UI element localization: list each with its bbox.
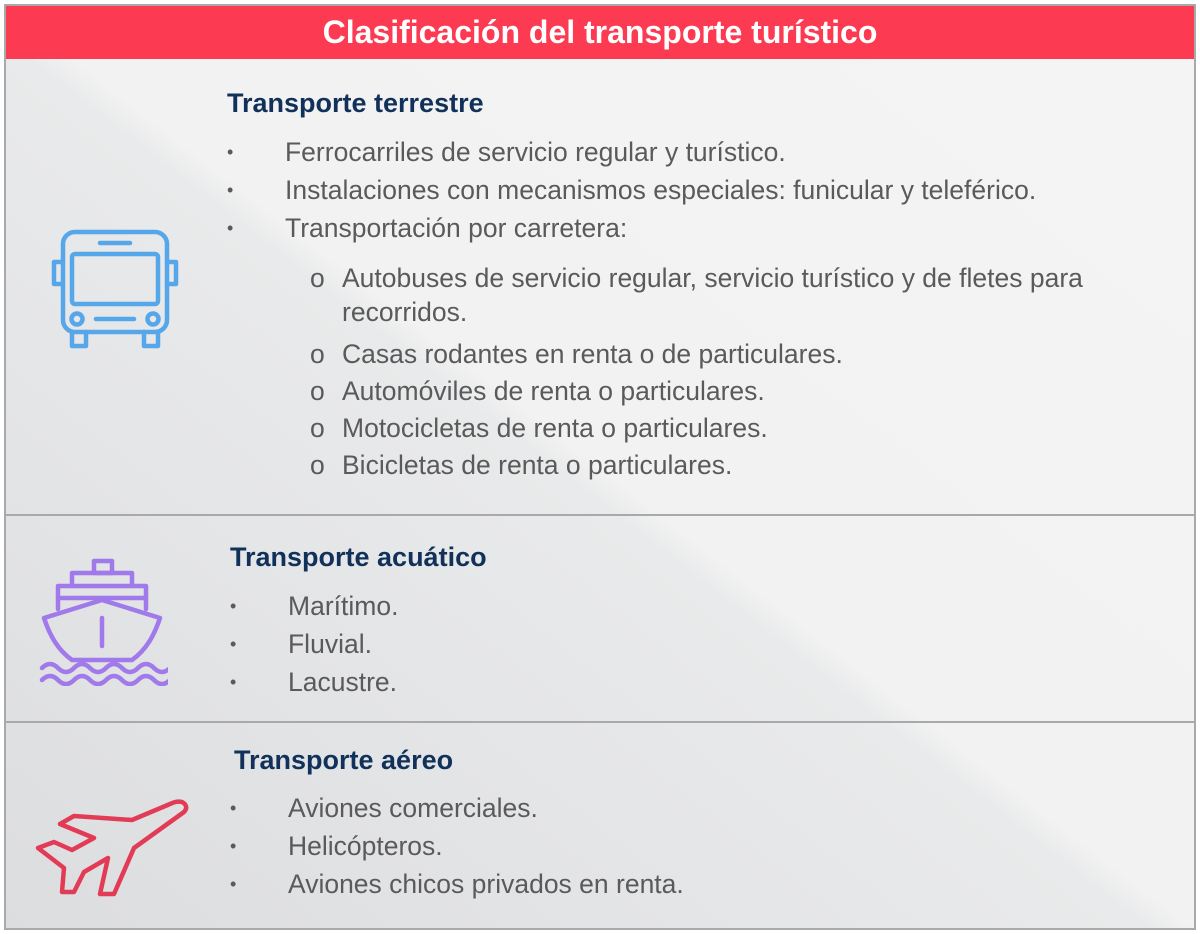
- section-title-water: Transporte acuático: [230, 542, 487, 572]
- bus-icon: [48, 228, 182, 352]
- sublist-item: o Casas rodantes en renta o de particulares.: [310, 337, 1142, 371]
- list-item: • Lacustre.: [230, 663, 398, 701]
- list-item: • Ferrocarriles de servicio regular y turístico.: [227, 133, 1036, 171]
- sublist-item: o Motocicletas de renta o particulares.: [310, 411, 1142, 445]
- list-item: • Instalaciones con mecanismos especiales: funicular y teleférico.: [227, 171, 1036, 209]
- ship-icon: [36, 556, 168, 686]
- section-title-land: Transporte terrestre: [227, 88, 484, 118]
- list-item: • Transportación por carretera:: [227, 209, 1036, 247]
- list-item: • Aviones comerciales.: [230, 789, 684, 827]
- land-list: [227, 133, 1036, 247]
- list-item: • Aviones chicos privados en renta.: [230, 865, 684, 903]
- table-header: Clasificación del transporte turístico: [6, 6, 1194, 59]
- classification-table: [4, 4, 1196, 930]
- sublist-item: o Bicicletas de renta o particulares.: [310, 448, 1142, 482]
- sublist-item: o Autobuses de servicio regular, servicio turístico y de fletes para recorridos.: [310, 261, 1142, 329]
- list-item: • Fluvial.: [230, 625, 398, 663]
- sublist-item: o Automóviles de renta o particulares.: [310, 374, 1142, 408]
- section-divider: [6, 721, 1194, 723]
- list-item: • Marítimo.: [230, 587, 398, 625]
- list-item: • Helicópteros.: [230, 827, 684, 865]
- road-sublist: [310, 261, 1142, 485]
- section-title-air: Transporte aéreo: [234, 745, 454, 775]
- airplane-icon: [32, 796, 192, 902]
- section-divider: [6, 514, 1194, 516]
- air-list: [230, 789, 684, 903]
- water-list: [230, 587, 398, 701]
